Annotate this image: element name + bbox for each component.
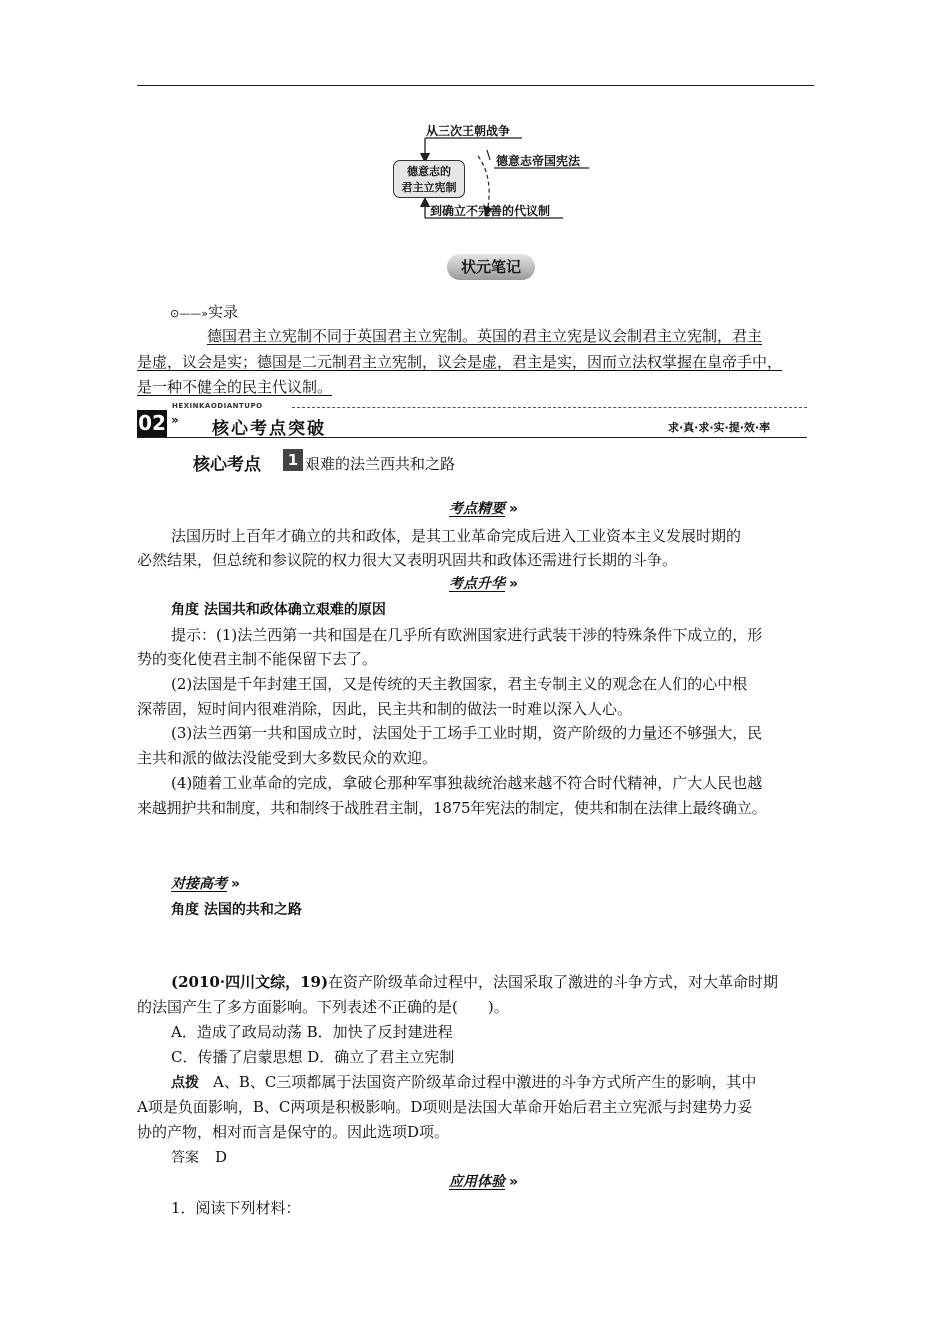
question-source: (2010·四川文综，19) [171, 973, 329, 991]
question-stem-1 [171, 970, 778, 994]
question-options-2: C．传播了启蒙思想 D．确立了君主立宪制 [171, 1048, 455, 1066]
jingyao-chevron-icon: » [509, 501, 519, 517]
section-motto: 求·真·求·实·提·效·率 [668, 421, 771, 434]
answer-label: 答案 [171, 1150, 199, 1166]
callout-tick [487, 150, 490, 160]
yingyong-item-1: 1．阅读下列材料： [171, 1199, 301, 1217]
germany-constitution-diagram [380, 118, 610, 238]
shenghua-heading [449, 573, 518, 593]
shenghua-line-8: 来越拥护共和制度，共和制终于战胜君主制，1875年宪法的制定，使共和制在法律上最终确立。 [137, 799, 767, 817]
shenghua-angle: 角度 法国共和政体确立艰难的原因 [171, 602, 386, 618]
answer-line [171, 1145, 227, 1170]
section-number: 02 [138, 411, 166, 435]
question-stem-line1: 在资产阶级革命过程中，法国采取了激进的斗争方式，对大革命时期 [328, 973, 779, 991]
shenghua-line-3: (2)法国是千年封建王国，又是传统的天主教国家，君主专制主义的观念在人们的心中根 [171, 675, 748, 693]
section-pinyin: HEXINKAODIANTUPO [172, 402, 263, 410]
shilu-marker: ⊙——» [170, 307, 208, 320]
answer-value: D [215, 1148, 228, 1166]
shenghua-line-6: 主共和派的做法没能受到大多数民众的欢迎。 [137, 749, 438, 767]
diagram-right-label: 德意志帝国宪法 [496, 154, 581, 168]
shenghua-line-5: (3)法兰西第一共和国成立时，法国处于工场手工业时期，资产阶级的力量还不够强大，民 [171, 724, 763, 742]
shilu-line-3: 是一种不健全的民主代议制。 [137, 378, 333, 396]
dianbo-line-2: A项是负面影响，B、C两项是积极影响。D项则是法国大革命开始后君主立宪派与封建势力妥 [137, 1098, 753, 1116]
keypoint-title: 艰难的法兰西共和之路 [305, 455, 456, 473]
shenghua-chevron-icon: » [509, 576, 519, 592]
duijie-heading [171, 873, 240, 893]
shenghua-line-7: (4)随着工业革命的完成，拿破仑那种军事独裁统治越来越不符合时代精神，广大人民也越 [171, 774, 763, 792]
diagram-box-line1: 德意志的 [407, 165, 451, 178]
dianbo-text-1: A、B、C三项都属于法国资产阶级革命过程中激进的斗争方式所产生的影响，其中 [213, 1073, 757, 1091]
keypoint-label: 核心考点 [193, 455, 261, 475]
question-stem-2: 的法国产生了多方面影响。下列表述不正确的是( )。 [137, 998, 509, 1016]
section-dashed-rule [292, 407, 807, 408]
jingyao-heading-text: 考点精要 [449, 501, 505, 517]
diagram-bottom-label: 到确立不完善的代议制 [430, 204, 551, 218]
dianbo-line-3: 协的产物，相对而言是保守的。因此选项D项。 [137, 1123, 450, 1141]
jingyao-line-2: 必然结果，但总统和参议院的权力很大又表明巩固共和政体还需进行长期的斗争。 [137, 551, 678, 569]
shilu-line-2: 是虚，议会是实；德国是二元制君主立宪制，议会是虚，君主是实，因而立法权掌握在皇帝手中， [137, 353, 783, 371]
jingyao-heading [449, 498, 518, 518]
section-rule [137, 437, 807, 438]
section-arrow-icon: » [171, 413, 179, 427]
dianbo-label: 点拨 [171, 1075, 199, 1091]
duijie-chevron-icon: » [231, 876, 241, 892]
section-title: 核心考点突破 [212, 419, 326, 439]
shilu-heading [170, 300, 238, 326]
question-options-1: A．造成了政局动荡 B．加快了反封建进程 [171, 1023, 453, 1041]
shilu-label: 实录 [207, 303, 238, 321]
yingyong-heading [449, 1171, 518, 1191]
shilu-line-1: 德国君主立宪制不同于英国君主立宪制。英国的君主立宪是议会制君主立宪制，君主 [207, 327, 763, 345]
shenghua-line-1: 提示：(1)法兰西第一共和国是在几乎所有欧洲国家进行武装干涉的特殊条件下成立的，形 [171, 626, 763, 644]
duijie-heading-text: 对接高考 [171, 876, 227, 892]
dianbo-line-1 [171, 1070, 756, 1095]
keypoint-number: 1 [283, 449, 303, 471]
shenghua-heading-text: 考点升华 [449, 576, 505, 592]
top-rule [137, 85, 814, 86]
shenghua-line-2: 势的变化使君主制不能保留下去了。 [137, 650, 378, 668]
diagram-center-box [393, 160, 465, 198]
notes-badge: 状元笔记 [447, 254, 535, 280]
duijie-angle: 角度 法国的共和之路 [171, 902, 302, 918]
shenghua-line-4: 深蒂固，短时间内很难消除，因此，民主共和制的做法一时难以深入人心。 [137, 700, 633, 718]
yingyong-heading-text: 应用体验 [449, 1174, 505, 1190]
diagram-box-line2: 君主立宪制 [401, 181, 457, 194]
diagram-top-label: 从三次王朝战争 [426, 124, 511, 138]
yingyong-chevron-icon: » [509, 1174, 519, 1190]
jingyao-line-1: 法国历时上百年才确立的共和政体，是其工业革命完成后进入工业资本主义发展时期的 [171, 527, 742, 545]
